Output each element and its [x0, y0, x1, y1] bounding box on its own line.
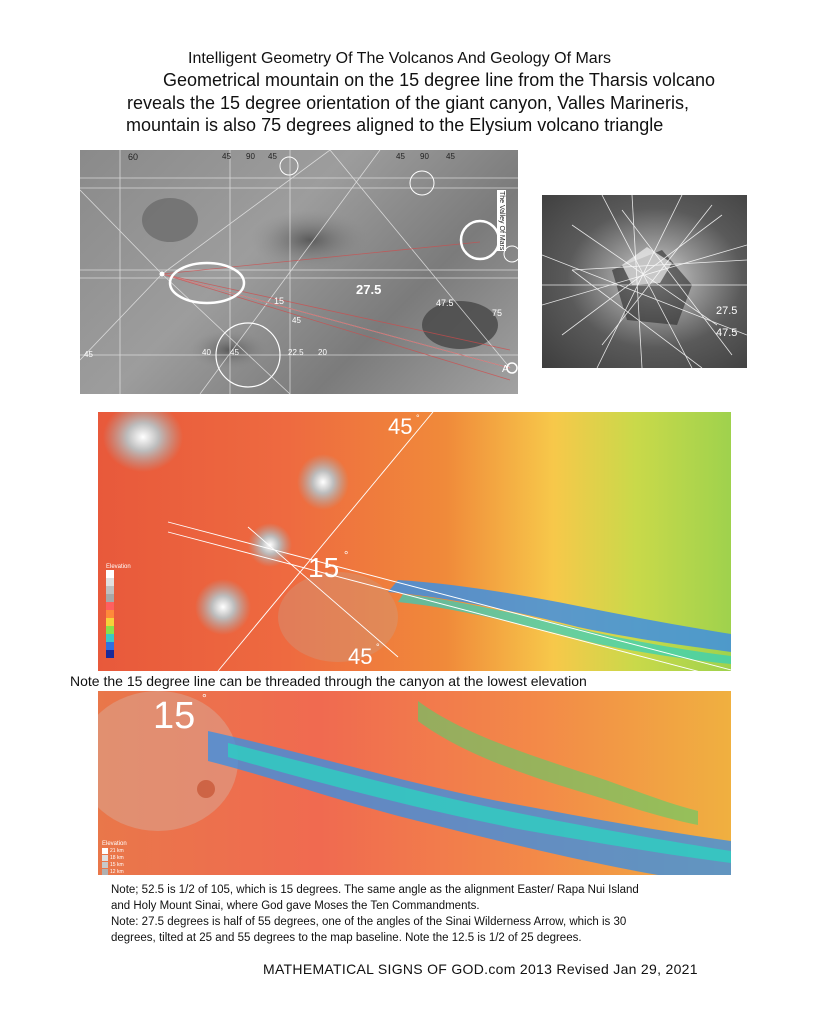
- valles-marineris-elevation-map: [98, 412, 731, 671]
- angle-label-22-5: 22.5: [288, 348, 304, 357]
- elevation-legend: [106, 564, 131, 658]
- geometry-lines: [80, 150, 518, 394]
- legend-swatches: [106, 570, 131, 658]
- legend-value: 15 km: [110, 861, 124, 868]
- note-line-1: Note; 52.5 is 1/2 of 105, which is 15 degrees. The same angle as the alignment Easter/ Rapa Nui Island: [111, 884, 639, 896]
- note-line-2: and Holy Mount Sinai, where God gave Moses the Ten Commandments.: [111, 900, 480, 912]
- angle-label-45: 45: [292, 316, 301, 325]
- legend-swatch: [106, 626, 114, 634]
- angle-label-45: 45: [230, 348, 239, 357]
- title-line-1: Intelligent Geometry Of The Volcanos And Geology Of Mars: [188, 50, 612, 67]
- angle-label-27-5: 27.5: [716, 305, 738, 317]
- angle-label-90: 90: [420, 152, 429, 161]
- footer: MATHEMATICAL SIGNS OF GOD.com 2013 Revised Jan 29, 2021: [263, 961, 698, 977]
- degree-symbol: °: [344, 550, 349, 562]
- legend-title: Elevation: [102, 841, 127, 847]
- legend-swatch: [106, 610, 114, 618]
- ascraeus-volcano: [297, 454, 349, 510]
- angle-label-45: 45: [446, 152, 455, 161]
- note-line-3: Note: 27.5 degrees is half of 55 degrees, one of the angles of the Sinai Wilderness Arrow, which is 30: [111, 916, 627, 928]
- volcano-shape: [142, 198, 198, 242]
- angle-label-45: 45: [84, 350, 93, 359]
- legend-swatch: [106, 618, 114, 626]
- legend-title: Elevation: [106, 564, 131, 570]
- elevation-map-overlay: [98, 412, 731, 671]
- canyon-closeup-elevation-map: [98, 691, 731, 875]
- legend-value: 12 km: [110, 868, 124, 875]
- angle-label-45: 45: [222, 152, 231, 161]
- angle-label-15: 15: [308, 552, 340, 583]
- legend-swatch: [102, 869, 108, 875]
- degree-symbol: °: [202, 691, 207, 705]
- legend-values: [102, 847, 127, 875]
- legend-swatch: [102, 848, 108, 854]
- angle-label-75: 75: [492, 308, 503, 318]
- tharsis-point: [160, 272, 165, 277]
- angle-label-40: 40: [202, 348, 211, 357]
- angle-label-45-top: 45: [388, 414, 413, 439]
- geometrical-mountain-closeup: [542, 195, 747, 368]
- elevation-legend: [102, 841, 127, 875]
- angle-label-47-5: 47.5: [716, 327, 738, 339]
- legend-row: [102, 854, 127, 861]
- crater-shape: [250, 210, 370, 270]
- title-line-3: reveals the 15 degree orientation of the giant canyon, Valles Marineris,: [127, 93, 689, 113]
- olympus-volcano: [103, 412, 183, 472]
- legend-swatch: [106, 586, 114, 594]
- legend-swatch: [106, 570, 114, 578]
- legend-swatch: [106, 634, 114, 642]
- legend-swatch: [102, 862, 108, 868]
- legend-swatch: [106, 578, 114, 586]
- legend-row: [102, 868, 127, 875]
- tharsis-map-overlay: [80, 150, 518, 394]
- canyon-shape: [388, 580, 731, 652]
- angle-label-45: 45: [396, 152, 405, 161]
- title-line-2: Geometrical mountain on the 15 degree line from the Tharsis volcano: [163, 70, 715, 90]
- angle-label-45-bottom: 45: [348, 644, 373, 669]
- map-side-label: The Valley Of Mars: [498, 191, 505, 251]
- noctis-labyrinthus: [278, 572, 398, 662]
- note-line-4: degrees, tilted at 25 and 55 degrees to the map baseline. Note the 12.5 is 1/2 of 25 degrees.: [111, 932, 582, 944]
- legend-value: 18 km: [110, 854, 124, 861]
- point-label-a: A: [502, 364, 509, 375]
- angle-label-47-5: 47.5: [436, 298, 454, 308]
- legend-swatch: [106, 650, 114, 658]
- degree-symbol: °: [376, 642, 380, 652]
- legend-swatch: [106, 602, 114, 610]
- caption: Note the 15 degree line can be threaded through the canyon at the lowest elevation: [70, 673, 587, 689]
- legend-swatch: [106, 594, 114, 602]
- legend-row: [102, 861, 127, 868]
- angle-label-15: 15: [274, 296, 285, 306]
- legend-swatch: [102, 855, 108, 861]
- dark-basin-shape: [422, 301, 498, 349]
- angle-label-20: 20: [318, 348, 327, 357]
- title-line-4: mountain is also 75 degrees aligned to the Elysium volcano triangle: [126, 115, 664, 135]
- crater: [197, 780, 215, 798]
- tharsis-grayscale-map: [80, 150, 518, 394]
- legend-row: [102, 847, 127, 854]
- legend-value: 21 km: [110, 847, 124, 854]
- degree-symbol: °: [416, 413, 420, 423]
- angle-label-45: 45: [268, 152, 277, 161]
- arsia-volcano: [195, 579, 251, 635]
- angle-label-60: 60: [128, 152, 139, 162]
- mountain-overlay: [542, 195, 747, 368]
- legend-swatch: [106, 642, 114, 650]
- angle-label-15: 15: [153, 695, 196, 737]
- angle-label-90: 90: [246, 152, 255, 161]
- angle-label-27-5: 27.5: [356, 282, 382, 297]
